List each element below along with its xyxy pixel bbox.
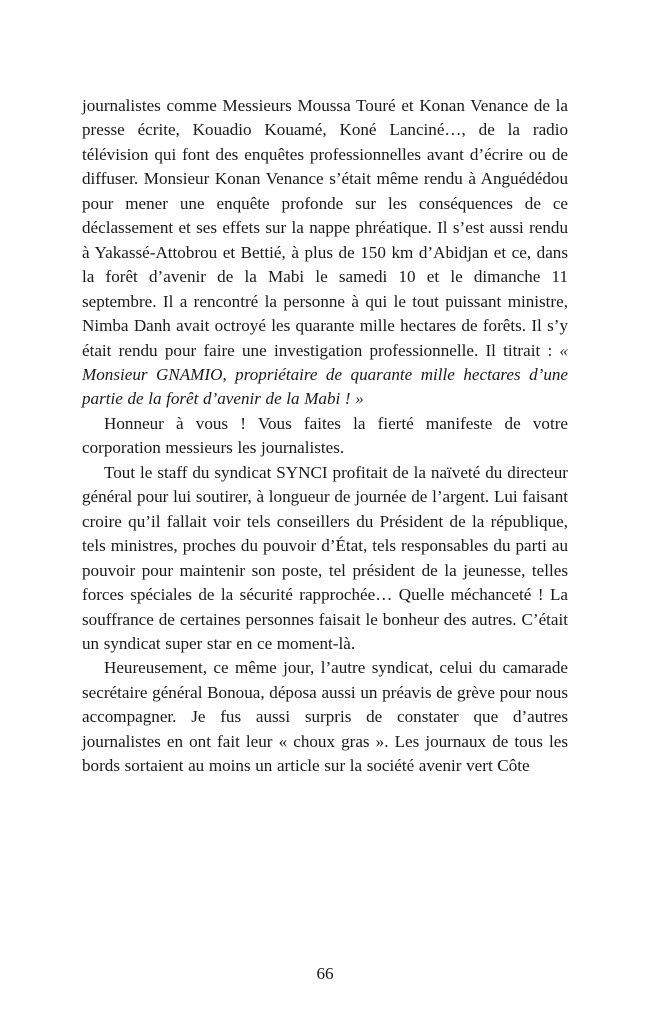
paragraph-text-roman: Heureusement, ce même jour, l’autre syndicat, celui du camarade secrétaire général Bonoua, déposa aussi un préavis de grève pour nous accompagner. Je fus aussi surpris de constater que d’autres journalistes en ont fait leur « choux gras ». Les journaux de tous les bords sortaient au moins un article sur la société avenir vert Côte [82, 658, 568, 776]
paragraph-journalistes [82, 94, 568, 412]
quoted-headline-italic: « Monsieur GNAMIO, propriétaire de quarante mille hectares d’une partie de la forêt d’avenir de la Mabi ! » [82, 340, 568, 409]
paragraph-heureusement [82, 656, 568, 778]
paragraph-text-roman: Honneur à vous ! Vous faites la fierté manifeste de votre corporation messieurs les journalistes. [82, 413, 568, 458]
paragraph-honneur [82, 412, 568, 461]
paragraph-text-roman: Tout le staff du syndicat SYNCI profitait de la naïveté du directeur général pour lui soutirer, à longueur de journée de l’argent. Lui faisant croire qu’il fallait voir tels conseillers du Président de la république, tels ministres, proches du pouvoir d’État, tels responsables du parti au pouvoir pour maintenir son poste, tel président de la jeunesse, telles forces spéciales de la sécurité rapprochée… Quelle méchanceté ! La souffrance de certaines personnes faisait le bonheur des autres. C’était un syndicat super star en ce moment-là. [82, 462, 568, 653]
page-text-block [82, 94, 568, 779]
paragraph-synci [82, 461, 568, 657]
page-number: 66 [316, 964, 334, 983]
paragraph-text-roman: journalistes comme Messieurs Moussa Touré et Konan Venance de la presse écrite, Kouadio Kouamé, Koné Lanciné…, de la radio télévision qui font des enquêtes professionnelles avant d’écrire ou de diffuser. Monsieur Konan Venance s’était même rendu à Anguédédou pour mener une enquête profonde sur les conséquences de ce déclassement et ses effets sur la nappe phréatique. Il s’est aussi rendu à Yakassé-Attobrou et Bettié, à plus de 150 km d’Abidjan et ce, dans la forêt d’avenir de la Mabi le samedi 10 et le dimanche 11 septembre. Il a rencontré la personne à qui le tout puissant ministre, Nimba Danh avait octroyé les quarante mille hectares de forêts. Il s’y était rendu pour faire une investigation professionnelle. Il titrait : [82, 96, 568, 360]
